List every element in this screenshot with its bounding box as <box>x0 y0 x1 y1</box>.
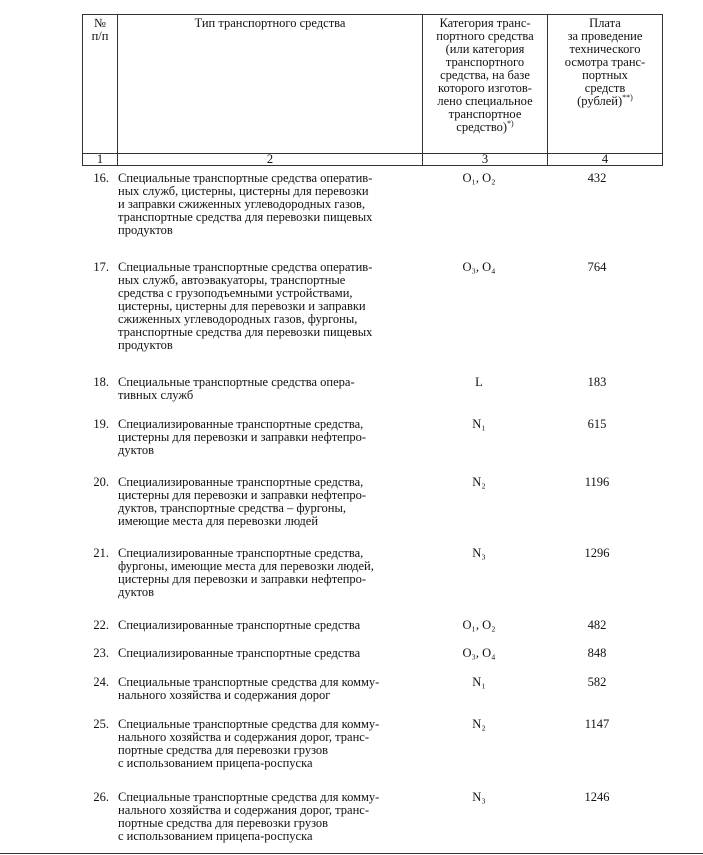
row-category: L <box>475 375 483 389</box>
row-category: O₃, O₄ <box>462 260 496 274</box>
row-fee: 1246 <box>584 790 610 804</box>
row-category: N₂ <box>472 717 486 731</box>
header-fee <box>548 15 663 154</box>
row-vehicle-type: Специальные транспортные средства для комму- нального хозяйства и содержания дорог, транс- портные средства для перевозки грузов с использованием прицепа-роспуска <box>118 717 380 770</box>
header-row <box>83 15 663 154</box>
row-category: O₁, O₂ <box>462 618 496 632</box>
column-number-1: 1 <box>83 154 118 166</box>
header-category-text: Категория транс- портного средства (или категория транспортного средства, на базе которого изготов- лено специальное транспортное средство) <box>436 16 534 134</box>
header-fee-text: Плата за проведение технического осмотра транс- портных средств (рублей) <box>564 16 646 108</box>
row-vehicle-type: Специальные транспортные средства оператив- ных служб, цистерны, цистерны для перевозки и заправки сжиженных углеводородных газов, транспортные средства для перевозки пищевых продуктов <box>118 171 373 237</box>
column-number-2: 2 <box>118 154 423 166</box>
row-number: 25. <box>93 717 109 731</box>
page-bottom-border <box>0 853 703 854</box>
row-fee: 764 <box>587 260 607 274</box>
header-fee-footnote: **) <box>622 92 633 102</box>
row-category: N₃ <box>472 546 486 560</box>
row-vehicle-type: Специализированные транспортные средства, цистерны для перевозки и заправки нефтепро- дуктов <box>118 417 367 457</box>
column-number-4: 4 <box>548 154 663 166</box>
row-number: 24. <box>93 675 109 689</box>
row-vehicle-type: Специальные транспортные средства оператив- ных служб, автоэвакуаторы, транспортные средства с грузоподъемными устройствами, цистерны, цистерны для перевозки и заправки сжиженных углеводородных газов, фургоны, транспортные средства для перевозки пищевых продуктов <box>118 260 373 352</box>
row-number: 18. <box>93 375 109 389</box>
row-vehicle-type: Специализированные транспортные средства <box>118 618 361 632</box>
header-category-footnote: *) <box>507 118 514 128</box>
row-number: 19. <box>93 417 109 431</box>
column-number-row <box>83 154 663 166</box>
row-vehicle-type: Специальные транспортные средства для комму- нального хозяйства и содержания дорог, транс- портные средства для перевозки грузов с использованием прицепа-роспуска <box>118 790 380 843</box>
row-category: O₁, O₂ <box>462 171 496 185</box>
row-vehicle-type: Специализированные транспортные средства <box>118 646 361 660</box>
row-number: 17. <box>93 260 109 274</box>
row-vehicle-type: Специализированные транспортные средства, фургоны, имеющие места для перевозки людей, цистерны для перевозки и заправки нефтепро- дуктов <box>118 546 374 599</box>
row-number: 21. <box>93 546 109 560</box>
row-number: 16. <box>93 171 109 185</box>
row-fee: 432 <box>587 171 607 185</box>
row-number: 23. <box>93 646 109 660</box>
row-fee: 582 <box>587 675 607 689</box>
row-category: O₃, O₄ <box>462 646 496 660</box>
row-fee: 615 <box>587 417 607 431</box>
table-header <box>82 14 663 166</box>
row-vehicle-type: Специализированные транспортные средства, цистерны для перевозки и заправки нефтепро- дуктов, транспортные средства – фургоны, имеющие места для перевозки людей <box>118 475 367 528</box>
row-fee: 848 <box>587 646 607 660</box>
row-fee: 482 <box>587 618 607 632</box>
header-category <box>423 15 548 154</box>
row-fee: 183 <box>587 375 607 389</box>
row-vehicle-type: Специальные транспортные средства опера- тивных служб <box>118 375 355 402</box>
row-category: N₁ <box>472 417 486 431</box>
row-category: N₂ <box>472 475 486 489</box>
row-fee: 1147 <box>584 717 610 731</box>
row-fee: 1196 <box>584 475 610 489</box>
row-category: N₃ <box>472 790 486 804</box>
row-number: 20. <box>93 475 109 489</box>
row-fee: 1296 <box>584 546 610 560</box>
row-number: 22. <box>93 618 109 632</box>
row-number: 26. <box>93 790 109 804</box>
row-category: N₁ <box>472 675 486 689</box>
column-number-3: 3 <box>423 154 548 166</box>
row-vehicle-type: Специальные транспортные средства для комму- нального хозяйства и содержания дорог <box>118 675 380 702</box>
header-number: № п/п <box>83 15 118 154</box>
header-vehicle-type: Тип транспортного средства <box>118 15 423 154</box>
